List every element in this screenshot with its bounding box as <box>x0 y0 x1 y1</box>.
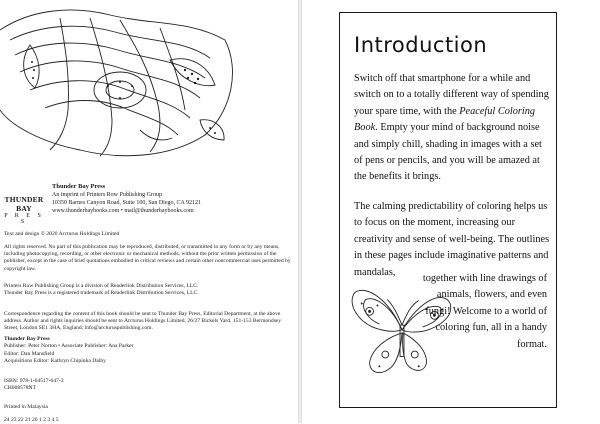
staff-line-3: Acquisitions Editor: Kathryn Chipinka Dalby <box>4 358 106 365</box>
rights-statement: All rights reserved. No part of this publication may be reproduced, distributed, or transmitted in any form or by any means, including photocopying, recording, or other electronic or mechanical methods, without the prior written permission of the publisher, except in the case of brief quotations embodied in critical reviews and certain other noncommercial uses permitted by copyright law. <box>4 243 291 272</box>
introduction-page <box>302 0 600 423</box>
flower-illustration <box>0 0 240 160</box>
publisher-logo <box>4 180 44 225</box>
staff-block <box>4 336 292 366</box>
copyright-page <box>0 0 298 423</box>
print-line: 24 23 22 21 20 1 2 3 4 5 <box>4 416 59 423</box>
correspondence-note: Correspondence regarding the content of this book should be sent to Thunder Bay Press, Editorial Department, at the above address. Author and rights inquiries should be sent to Arcturus Holdings Limited, 26/27 Bickels Yard, 151-153 Bermondsey Street, London SE1 3HA, England; info@arcturuspublishing.com. <box>4 310 282 332</box>
page-title: Introduction <box>354 33 488 57</box>
publisher-name: Thunder Bay Press <box>52 183 106 190</box>
division-line-2: Thunder Bay Press is a registered trademark of Readerlink Distribution Services, LLC. <box>4 290 199 297</box>
isbn-block <box>4 378 292 393</box>
intro-paragraph-3: together with line drawings of animals, flowers, and even fungi! Welcome to a world of coloring fun, all in a handy format. <box>422 273 547 350</box>
publisher-info <box>52 183 201 215</box>
publisher-line-1: An imprint of Printers Row Publishing Group <box>52 192 163 198</box>
division-block <box>4 283 292 298</box>
p1-text-a: Switch off that smartphone for a while and switch on to a totally different way of spending your spare time, with the <box>354 73 549 117</box>
copyright-line: Text and design © 2020 Arcturus Holdings Limited <box>4 230 120 237</box>
introduction-frame <box>339 12 557 408</box>
p1-text-b: . Empty your mind of background noise and simply chill, shading in images with a set of pens or pencils, and you will be amazed at the benefits it brings. <box>354 122 542 183</box>
logo-line-1: THUNDER BAY <box>4 195 44 213</box>
division-line-1: Printers Row Publishing Group is a division of Readerlink Distribution Services, LLC. <box>4 283 199 289</box>
product-code: CH008578NT <box>4 385 37 392</box>
staff-line-1: Publisher: Peter Norton • Associate Publisher: Ana Parker <box>4 343 134 350</box>
isbn: ISBN: 978-1-64517-647-3 <box>4 378 64 384</box>
publisher-address: 10350 Barnes Canyon Road, Suite 100, San Diego, CA 92121 <box>52 200 201 206</box>
staff-line-2: Editor: Dan Mansfield <box>4 350 55 357</box>
intro-paragraph-1 <box>354 71 550 186</box>
printed-in: Printed in Malaysia <box>4 403 48 410</box>
book-title: Peaceful Coloring Book <box>354 105 536 134</box>
logo-line-2: P R E S S <box>4 213 44 225</box>
intro-paragraph-2: The calming predictability of coloring helps us to focus on the moment, increasing our creativity and sense of well-being. The outlines in these pages include imaginative patterns and mandalas, <box>354 201 550 278</box>
staff-title: Thunder Bay Press <box>4 336 50 342</box>
publisher-web: www.thunderbaybooks.com • mail@thunderbaybooks.com <box>52 208 194 214</box>
